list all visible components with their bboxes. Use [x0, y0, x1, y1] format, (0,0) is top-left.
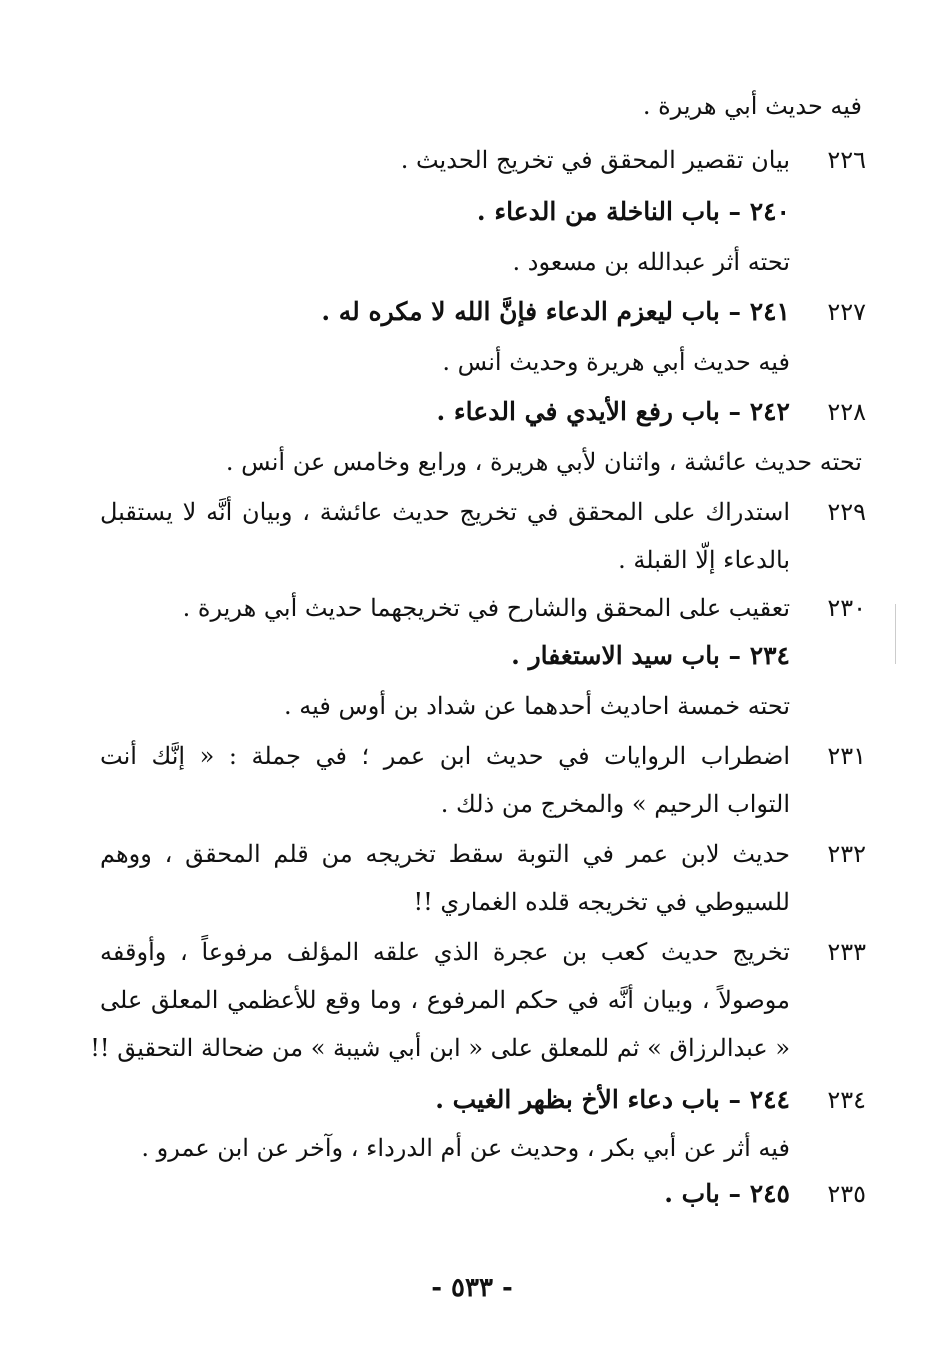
entry-line-231-continued: التواب الرحيم » والمخرج من ذلك .	[440, 790, 790, 818]
entry-line-abu-bakr: فيه أثر عن أبي بكر ، وحديث عن أم الدرداء ، وآخر عن ابن عمرو .	[141, 1134, 790, 1162]
entry-number-234: ٢٣٤	[827, 1086, 866, 1114]
chapter-heading-242: ٢٤٢ – باب رفع الأيدي في الدعاء .	[436, 397, 790, 426]
entry-number-231: ٢٣١	[827, 742, 866, 770]
entry-line-230: تعقيب على المحقق والشارح في تخريجهما حديث أبي هريرة .	[182, 594, 790, 622]
margin-mark	[895, 604, 896, 664]
chapter-heading-245: ٢٤٥ – باب .	[664, 1179, 790, 1208]
entry-number-233: ٢٣٣	[827, 938, 866, 966]
entry-line-229-continued: بالدعاء إلّا القبلة .	[618, 546, 790, 574]
entry-line-232: حديث لابن عمر في التوبة سقط تخريجه من قلم المحقق ، ووهم	[100, 840, 790, 868]
entry-line-athar-ibn-masud: تحته أثر عبدالله بن مسعود .	[512, 248, 790, 276]
chapter-heading-240: ٢٤٠ – باب الناخلة من الدعاء .	[476, 197, 790, 226]
entry-number-230: ٢٣٠	[827, 594, 866, 622]
entry-line-hadith-abu-hurayra: فيه حديث أبي هريرة .	[642, 92, 862, 120]
entry-line-hadith-aisha: تحته حديث عائشة ، واثنان لأبي هريرة ، ورابع وخامس عن أنس .	[225, 448, 862, 476]
entry-line-shaddad: تحته خمسة احاديث أحدهما عن شداد بن أوس فيه .	[284, 692, 790, 720]
entry-line-233: تخريج حديث كعب بن عجرة الذي علقه المؤلف مرفوعاً ، وأوقفه	[100, 938, 790, 966]
chapter-heading-234: ٢٣٤ – باب سيد الاستغفار .	[511, 641, 790, 670]
chapter-heading-241: ٢٤١ – باب ليعزم الدعاء فإنَّ الله لا مكره له .	[321, 297, 790, 326]
chapter-heading-244: ٢٤٤ – باب دعاء الأخ بظهر الغيب .	[435, 1085, 790, 1114]
entry-number-229: ٢٢٩	[827, 498, 866, 526]
entry-line-233-continued-2: « عبدالرزاق » ثم للمعلق على « ابن أبي شيبة » من ضحالة التحقيق !!	[90, 1034, 790, 1062]
entry-line-226: بيان تقصير المحقق في تخريج الحديث .	[400, 146, 790, 174]
entry-number-226: ٢٢٦	[827, 146, 866, 174]
entry-line-hadith-anas: فيه حديث أبي هريرة وحديث أنس .	[442, 348, 790, 376]
entry-line-233-continued-1: موصولاً ، وبيان أنَّه في حكم المرفوع ، وما وقع للأعظمي المعلق على	[100, 986, 790, 1014]
entry-number-235: ٢٣٥	[827, 1180, 866, 1208]
entry-line-231: اضطراب الروايات في حديث ابن عمر ؛ في جملة : « إنَّك أنت	[100, 742, 790, 770]
entry-number-227: ٢٢٧	[827, 298, 866, 326]
page-number: - ٥٣٣ -	[431, 1273, 513, 1303]
entry-number-232: ٢٣٢	[827, 840, 866, 868]
entry-line-229: استدراك على المحقق في تخريج حديث عائشة ، وبيان أنَّه لا يستقبل	[100, 498, 790, 526]
entry-number-228: ٢٢٨	[827, 398, 866, 426]
entry-line-232-continued: للسيوطي في تخريجه قلده الغماري !!	[413, 888, 790, 916]
